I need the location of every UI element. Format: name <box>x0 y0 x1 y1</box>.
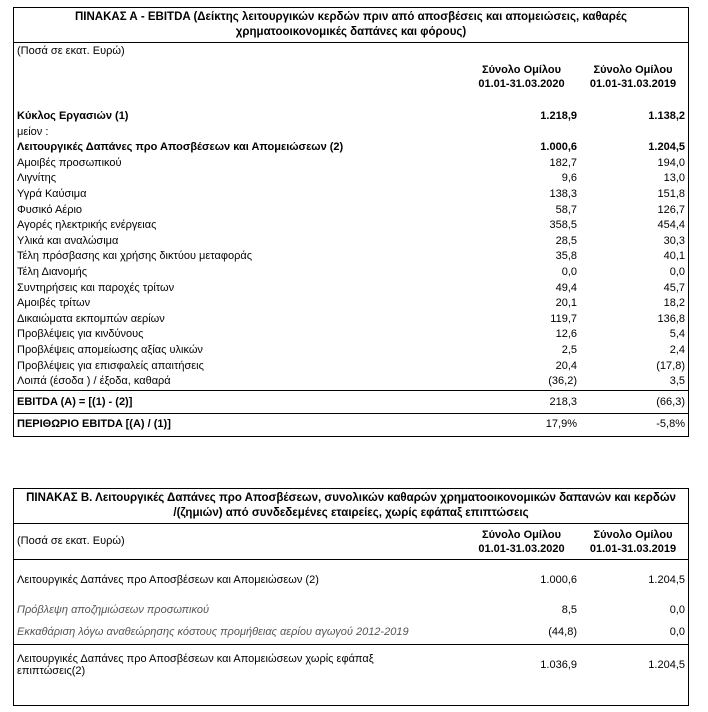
row-label: Λειτουργικές Δαπάνες προ Αποσβέσεων και Απομειώσεων (2) <box>17 141 344 154</box>
col2-header-line2: 01.01-31.03.2019 <box>589 543 677 555</box>
col2-header-line1: Σύνολο Ομίλου <box>593 529 673 541</box>
row-label: ΠΕΡΙΘΩΡΙΟ EBITDA [(A) / (1)] <box>17 417 171 430</box>
col2-header <box>579 63 687 91</box>
row-value-2020: 28,5 <box>555 234 577 247</box>
row-label <box>17 653 374 677</box>
row-value-2020: 182,7 <box>549 156 577 169</box>
table-row <box>14 296 688 312</box>
row-value-2020: (36,2) <box>548 375 577 388</box>
row-value-2020: 35,8 <box>555 250 577 263</box>
row-value-2019: 194,0 <box>657 156 685 169</box>
table-a-title-line2: χρηματοοικονομικές δαπάνες και φόρους) <box>235 26 467 38</box>
row-value-2019: 1.204,5 <box>648 659 685 671</box>
row-value-2019: (66,3) <box>656 395 685 408</box>
table-b-title-line1: ΠΙΝΑΚΑΣ Β. Λειτουργικές Δαπάνες προ Αποσβέσεων, συνολικών καθαρών χρηματοοικονομικών δαπανών και κερδών <box>26 492 676 504</box>
table-row <box>14 374 688 391</box>
col1-header-line1: Σύνολο Ομίλου <box>481 529 562 541</box>
row-label: Προβλέψεις για επισφαλείς απαιτήσεις <box>17 359 204 372</box>
row-label: Κύκλος Εργασιών (1) <box>17 110 129 122</box>
ebitda-margin-row <box>14 414 688 434</box>
row-label: Δικαιώματα εκπομπών αερίων <box>17 312 165 325</box>
row-value-2020: 58,7 <box>555 203 577 216</box>
row-value-2020: 20,4 <box>555 359 577 372</box>
table-b-title-line2: /(ζημιών) από συνδεδεμένες εταιρείες, χωρίς εφάπαξ επιπτώσεις <box>173 507 529 519</box>
row-value-2019: 5,4 <box>669 328 685 341</box>
row-value-2019: 0,0 <box>669 626 685 638</box>
col2-header <box>579 528 687 556</box>
row-value-2020: 8,5 <box>561 604 577 616</box>
row-value-2019: 1.138,2 <box>648 110 685 122</box>
row-value-2020: 218,3 <box>549 395 577 408</box>
col1-header <box>464 63 579 91</box>
row-value-2019: 40,1 <box>663 250 685 263</box>
unit-note: (Ποσά σε εκατ. Ευρώ) <box>17 45 125 57</box>
row-value-2019: 1.204,5 <box>648 141 685 154</box>
row-label: Αμοιβές προσωπικού <box>17 156 122 169</box>
row-value-2020: 9,6 <box>561 172 577 185</box>
table-row <box>14 343 688 359</box>
table-row <box>14 125 688 141</box>
table-row <box>14 234 688 250</box>
row-label: Αγορές ηλεκτρικής ενέργειας <box>17 219 157 232</box>
table-row <box>14 171 688 187</box>
table-row <box>14 327 688 343</box>
table-a-title <box>14 8 688 43</box>
table-row <box>14 218 688 234</box>
table-row <box>14 621 688 644</box>
row-label: Τέλη Διανομής <box>17 265 88 278</box>
col1-header <box>464 528 579 556</box>
table-row <box>14 600 688 621</box>
table-b-header <box>14 524 688 560</box>
row-value-2020: 138,3 <box>549 187 577 200</box>
row-value-2019: 2,4 <box>669 343 685 356</box>
row-value-2019: (17,8) <box>656 359 685 372</box>
row-value-2019: 1.204,5 <box>648 574 685 586</box>
row-label: Πρόβλεψη αποζημιώσεων προσωπικού <box>17 604 209 616</box>
row-label: Αμοιβές τρίτων <box>17 297 91 310</box>
row-label: Συντηρήσεις και παροχές τρίτων <box>17 281 175 294</box>
table-row <box>14 203 688 219</box>
table-row <box>14 359 688 375</box>
row-label: Υλικά και αναλώσιμα <box>17 234 119 247</box>
row-label-line2: επιπτώσεις(2) <box>17 665 86 677</box>
col2-header-line1: Σύνολο Ομίλου <box>593 64 673 76</box>
table-row <box>14 109 688 125</box>
row-value-2019: 454,4 <box>657 219 685 232</box>
row-value-2020: 2,5 <box>561 343 577 356</box>
row-label: Λοιπά (έσοδα ) / έξοδα, καθαρά <box>17 375 171 388</box>
table-row <box>14 560 688 600</box>
table-row <box>14 281 688 297</box>
row-label: Λειτουργικές Δαπάνες προ Αποσβέσεων και Απομειώσεων (2) <box>17 574 319 586</box>
unit-note: (Ποσά σε εκατ. Ευρώ) <box>17 535 125 547</box>
row-value-2020: 358,5 <box>549 219 577 232</box>
row-label: Φυσικό Αέριο <box>17 203 83 216</box>
row-value-2020: 17,9% <box>545 417 577 430</box>
row-label: Λιγνίτης <box>17 172 56 185</box>
table-row <box>14 140 688 156</box>
row-value-2019: 18,2 <box>663 297 685 310</box>
table-row <box>14 187 688 203</box>
col2-header-line2: 01.01-31.03.2019 <box>589 78 677 90</box>
row-value-2019: 3,5 <box>669 375 685 388</box>
row-label: EBITDA (A) = [(1) - (2)] <box>17 395 133 408</box>
row-label: Προβλέψεις για κινδύνους <box>17 328 144 341</box>
col1-header-line2: 01.01-31.03.2020 <box>478 543 565 555</box>
table-a-header <box>14 43 688 105</box>
row-value-2020: 0,0 <box>561 265 577 278</box>
table-row <box>14 644 688 679</box>
table-row <box>14 249 688 265</box>
table-a <box>13 7 689 437</box>
row-label: Υγρά Καύσιμα <box>17 187 87 200</box>
row-value-2019: 126,7 <box>657 203 685 216</box>
row-value-2019: 0,0 <box>669 604 685 616</box>
row-value-2019: 13,0 <box>663 172 685 185</box>
row-value-2019: 0,0 <box>669 265 685 278</box>
row-value-2019: 30,3 <box>663 234 685 247</box>
ebitda-row <box>14 391 688 414</box>
row-value-2019: 45,7 <box>663 281 685 294</box>
row-value-2020: 12,6 <box>555 328 577 341</box>
row-value-2020: 20,1 <box>555 297 577 310</box>
row-label-line1: Λειτουργικές Δαπάνες προ Αποσβέσεων και Απομειώσεων χωρίς εφάπαξ <box>17 653 374 665</box>
row-label: Εκκαθάριση λόγω αναθεώρησης κόστους προμήθειας αερίου αγωγού 2012-2019 <box>17 626 409 638</box>
table-b-title <box>14 489 688 524</box>
row-label: μείον : <box>17 125 49 138</box>
table-row <box>14 156 688 172</box>
row-value-2020: 1.218,9 <box>540 110 577 122</box>
row-value-2020: 1.000,6 <box>540 141 577 154</box>
table-b <box>13 488 689 706</box>
row-value-2020: 1.000,6 <box>540 574 577 586</box>
row-value-2020: (44,8) <box>548 626 577 638</box>
row-value-2020: 49,4 <box>555 281 577 294</box>
table-row <box>14 312 688 328</box>
table-a-title-line1: ΠΙΝΑΚΑΣ Α - EBITDA (Δείκτης λειτουργικών κερδών πριν από αποσβέσεις και απομειώσεις, καθαρές <box>74 11 628 23</box>
table-row <box>14 265 688 281</box>
row-value-2019: -5,8% <box>656 417 685 430</box>
row-value-2020: 119,7 <box>550 312 577 325</box>
row-label: Προβλέψεις απομείωσης αξίας υλικών <box>17 343 203 356</box>
col1-header-line1: Σύνολο Ομίλου <box>481 64 562 76</box>
row-value-2019: 151,8 <box>657 187 685 200</box>
row-value-2020: 1.036,9 <box>540 659 577 671</box>
col1-header-line2: 01.01-31.03.2020 <box>478 78 565 90</box>
row-label: Τέλη πρόσβασης και χρήσης δικτύου μεταφοράς <box>17 250 253 263</box>
row-value-2019: 136,8 <box>657 312 685 325</box>
